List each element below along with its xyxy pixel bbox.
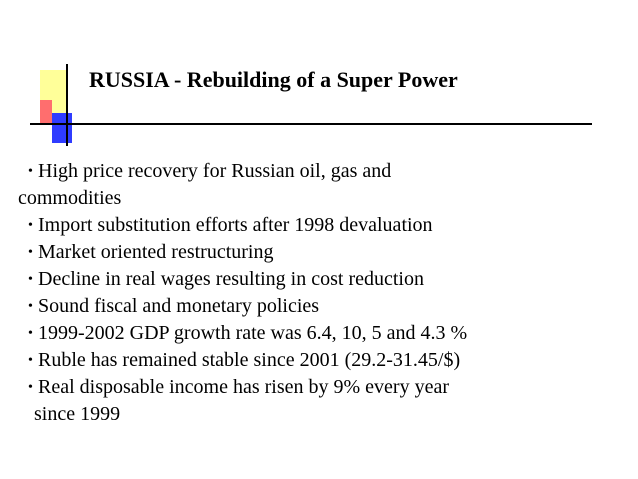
bullet-item-ruble-stable — [28, 347, 618, 374]
bullet-icon: • — [28, 272, 33, 287]
bullet-icon: • — [28, 299, 33, 314]
title-underline-rule — [30, 123, 592, 125]
decor-vertical-rule — [66, 64, 68, 146]
bullet-text: 1999-2002 GDP growth rate was 6.4, 10, 5 and 4.3 % — [38, 322, 468, 344]
bullet-item-disposable-income — [28, 374, 618, 428]
bullet-item-fiscal-policy — [28, 293, 618, 320]
bullet-text: Real disposable income has risen by 9% every year — [38, 376, 449, 398]
bullet-icon: • — [28, 380, 33, 395]
bullet-item-gdp-growth — [28, 320, 618, 347]
bullet-text: High price recovery for Russian oil, gas and — [38, 160, 392, 182]
bullet-icon: • — [28, 218, 33, 233]
bullet-icon: • — [28, 164, 33, 179]
bullet-item-real-wages — [28, 266, 618, 293]
decor-red-square — [40, 100, 52, 125]
bullet-icon: • — [28, 326, 33, 341]
decor-blue-square — [52, 113, 72, 143]
bullet-icon: • — [28, 245, 33, 260]
bullet-text: Ruble has remained stable since 2001 (29.2-31.45/$) — [38, 349, 461, 371]
bullet-text: Decline in real wages resulting in cost reduction — [38, 268, 424, 290]
bullet-text: Market oriented restructuring — [38, 241, 274, 263]
bullet-icon: • — [28, 353, 33, 368]
bullet-item-oil-gas — [18, 158, 618, 212]
bullet-text-continuation: commodities — [18, 187, 122, 209]
bullet-text-continuation: since 1999 — [34, 403, 121, 425]
bullet-list — [18, 158, 618, 428]
bullet-text: Import substitution efforts after 1998 devaluation — [38, 214, 433, 236]
slide-title: RUSSIA - Rebuilding of a Super Power — [89, 67, 458, 92]
bullet-item-import-substitution — [28, 212, 618, 239]
bullet-text: Sound fiscal and monetary policies — [38, 295, 320, 317]
bullet-item-market-restructuring — [28, 239, 618, 266]
